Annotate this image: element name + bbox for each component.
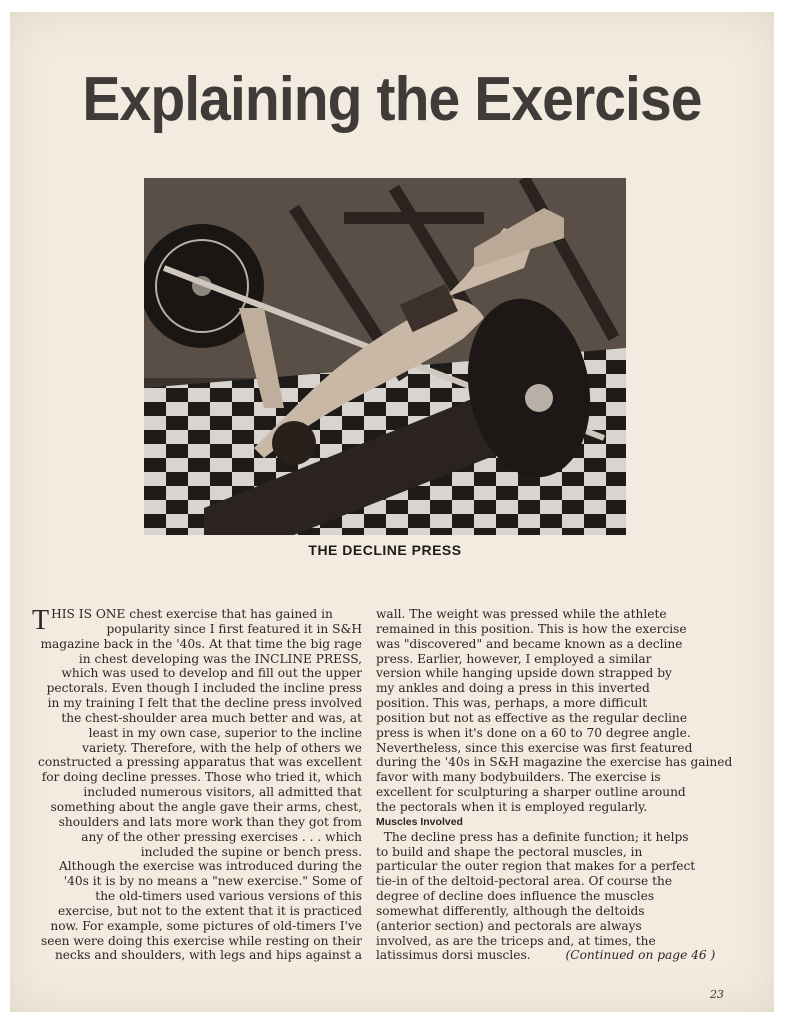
text-line: exercise, but not to the extent that it is practiced bbox=[57, 903, 362, 918]
text-line: included numerous visitors, all admitted that bbox=[83, 785, 362, 800]
last-line-text: latissimus dorsi muscles. bbox=[376, 948, 566, 963]
text-line: somewhat differently, although the deltoids bbox=[376, 903, 645, 918]
text-line: degree of decline does influence the muscles bbox=[376, 889, 655, 904]
text-line: seen were doing this exercise while resting on their bbox=[40, 933, 362, 948]
text-line: '40s it is by no means a "new exercise." Some of bbox=[63, 874, 362, 889]
text-line: particular the outer region that makes for a perfect bbox=[376, 859, 696, 874]
article-title: Explaining the Exercise bbox=[82, 65, 702, 134]
text-line: version while hanging upside down strapped by bbox=[376, 666, 672, 681]
text-line: Although the exercise was introduced during the bbox=[58, 859, 362, 874]
text-line: necks and shoulders, with legs and hips against a bbox=[54, 948, 362, 963]
text-line: any of the other pressing exercises . . . which bbox=[81, 829, 362, 844]
text-line: was "discovered" and became known as a decline bbox=[376, 636, 683, 651]
text-line: included the supine or bench press. bbox=[140, 844, 362, 859]
text-line: (anterior section) and pectorals are always bbox=[376, 918, 642, 933]
text-line: wall. The weight was pressed while the athlete bbox=[376, 607, 667, 621]
article-column-right bbox=[376, 607, 756, 963]
text-line: for doing decline presses. Those who tried it, which bbox=[41, 770, 362, 785]
text-line: position but not as effective as the regular decline bbox=[376, 710, 688, 725]
text-line: in my training I felt that the decline press involved bbox=[47, 696, 362, 711]
text-line: Nevertheless, since this exercise was first featured bbox=[376, 740, 693, 755]
photo-caption: THE DECLINE PRESS bbox=[308, 542, 462, 558]
text-line: pectorals. Even though I included the incline press bbox=[46, 681, 362, 696]
text-line: tie-in of the deltoid-pectoral area. Of course the bbox=[376, 874, 673, 889]
text-line: favor with many bodybuilders. The exercise is bbox=[376, 770, 661, 785]
text-line: my ankles and doing a press in this inverted bbox=[376, 681, 650, 696]
text-line: involved, as are the triceps and, at times, the bbox=[376, 933, 656, 948]
text-line: the chest-shoulder area much better and was, at bbox=[61, 710, 362, 725]
text-line: in chest developing was the INCLINE PRESS, bbox=[78, 651, 362, 666]
text-line: now. For example, some pictures of old-timers I've bbox=[50, 918, 362, 933]
text-line: popularity since I first featured it in S&H bbox=[106, 621, 362, 636]
text-line: excellent for sculpturing a sharper outline around bbox=[376, 785, 686, 800]
decline-press-photo bbox=[144, 178, 626, 535]
text-line: which was used to develop and fill out the upper bbox=[61, 666, 362, 681]
text-line: least in my own case, superior to the incline bbox=[88, 725, 362, 740]
text-line: constructed a pressing apparatus that was excellent bbox=[38, 755, 362, 770]
magazine-page bbox=[10, 12, 774, 1012]
text-line: remained in this position. This is how the exercise bbox=[376, 621, 687, 636]
text-line: variety. Therefore, with the help of others we bbox=[82, 740, 362, 755]
text-line: the old-timers used various versions of this bbox=[95, 889, 362, 904]
text-line: The decline press has a definite function; it helps bbox=[376, 829, 689, 844]
text-line: magazine back in the '40s. At that time the big rage bbox=[40, 636, 362, 651]
page-number: 23 bbox=[710, 988, 724, 1001]
article-column-left bbox=[32, 607, 362, 963]
decline-press-illustration bbox=[144, 178, 626, 535]
text-line: press. Earlier, however, I employed a similar bbox=[376, 651, 652, 666]
text-line: to build and shape the pectoral muscles, in bbox=[376, 844, 643, 859]
text-line: something about the angle gave their arms, chest, bbox=[50, 799, 362, 814]
text-line: HIS IS ONE chest exercise that has gained in bbox=[51, 607, 333, 621]
text-line: press is when it's done on a 60 to 70 degree angle. bbox=[376, 725, 691, 740]
text-line: shoulders and lats more work than they got from bbox=[58, 814, 362, 829]
section-subhead: Muscles Involved bbox=[376, 815, 463, 828]
text-line-last bbox=[376, 948, 756, 963]
text-line: the pectorals when it is employed regularly. bbox=[376, 799, 648, 814]
drop-cap: T bbox=[32, 605, 50, 636]
text-line: during the '40s in S&H magazine the exercise has gained bbox=[376, 755, 733, 770]
text-line: position. This was, perhaps, a more difficult bbox=[376, 696, 648, 711]
continued-link: (Continued on page 46 ) bbox=[565, 948, 716, 963]
